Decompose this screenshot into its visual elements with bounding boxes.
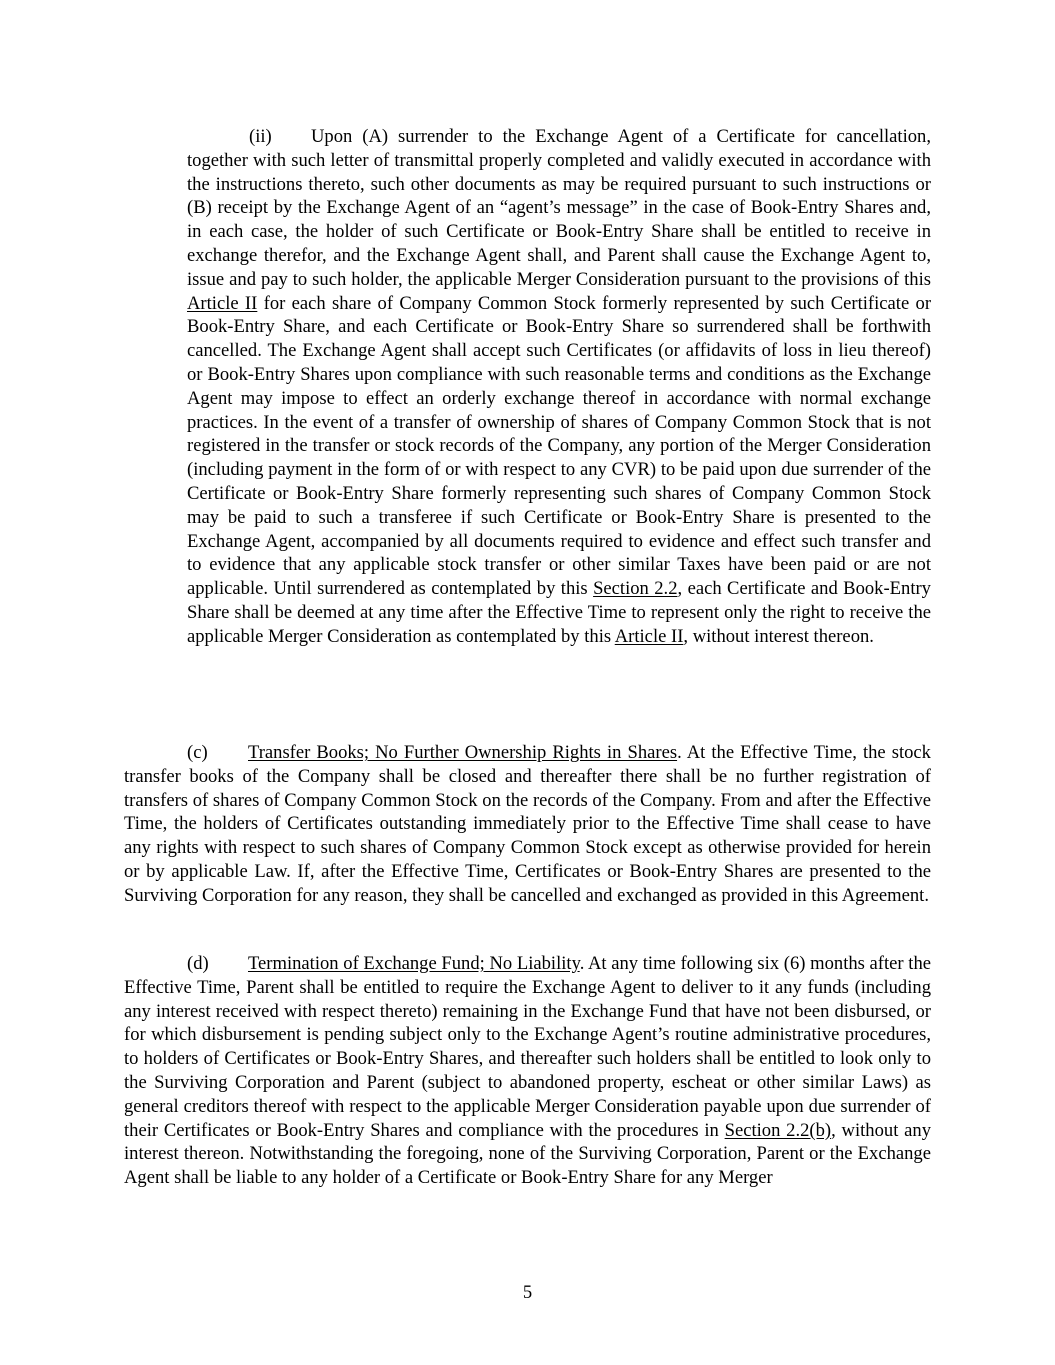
paragraph-text: , without interest thereon.: [683, 625, 874, 647]
paragraph-d: [124, 952, 931, 1190]
paragraph-text: Upon (A) surrender to the Exchange Agent of a Certificate for cancellation, together with such letter of transmittal properly completed and validly executed in accordance with the instructions thereto, such other documents as may be required pursuant to such instructions or (B) receipt by the Exchange Agent of an “agent’s message” in the case of Book-Entry Shares and, in each case, the holder of such Certificate or Book-Entry Share shall be entitled to receive in exchange therefor, and the Exchange Agent shall, and Parent shall cause the Exchange Agent to, issue and pay to such holder, the applicable Merger Consideration pursuant to the provisions of this: [187, 126, 931, 290]
paragraph-label: (ii): [249, 126, 272, 147]
section-2-2-b-reference: Section 2.2(b): [724, 1119, 832, 1141]
paragraph-c: [124, 741, 931, 908]
paragraph-text: , without any interest thereon. Notwithstanding the foregoing, none of the Surviving Corporation, Parent or the Exchange Agent shall be liable to any holder of a Certificate or Book-Entry Share for any Merger: [124, 1119, 931, 1189]
article-ii-reference: Article II: [187, 292, 258, 314]
paragraph-text: , each Certificate and Book-Entry Share shall be deemed at any time after the Effective Time to represent only the right to receive the applicable Merger Consideration as contemplated by this: [187, 578, 931, 647]
article-ii-reference: Article II: [614, 625, 684, 647]
paragraph-text: . At any time following six (6) months after the Effective Time, Parent shall be entitled to require the Exchange Agent to deliver to it any funds (including any interest received with respect thereto) remaining in the Exchange Fund that have not been disbursed, or for which disbursement is pending subject only to the Exchange Agent’s routine administrative procedures, to holders of Certificates or Book-Entry Shares, and thereafter such holders shall be entitled to look only to the Surviving Corporation and Parent (subject to abandoned property, escheat or other similar Laws) as general creditors thereof with respect to the applicable Merger Consideration payable upon due surrender of their Certificates or Book-Entry Shares and compliance with the procedures in: [124, 953, 931, 1141]
page-number: 5: [522, 1282, 533, 1303]
paragraph-text: . At the Effective Time, the stock transfer books of the Company shall be closed and thereafter there shall be no further registration of transfers of shares of Company Common Stock on the records of the Company. From and after the Effective Time, the holders of Certificates outstanding immediately prior to the Effective Time shall cease to have any rights with respect to such shares of Company Common Stock except as otherwise provided for herein or by applicable Law. If, after the Effective Time, Certificates or Book-Entry Shares are presented to the Surviving Corporation for any reason, they shall be cancelled and exchanged as provided in this Agreement.: [124, 742, 931, 906]
paragraph-label: (c): [187, 742, 208, 763]
section-2-2-reference: Section 2.2: [593, 578, 678, 600]
section-heading: Transfer Books; No Further Ownership Rights in Shares: [248, 742, 678, 763]
paragraph-text: for each share of Company Common Stock formerly represented by such Certificate or Book-Entry Share, and each Certificate or Book-Entry Share so surrendered shall be forthwith cancelled. The Exchange Agent shall accept such Certificates (or affidavits of loss in lieu thereof) or Book-Entry Shares upon compliance with such reasonable terms and conditions as the Exchange Agent may impose to effect an orderly exchange thereof in accordance with normal exchange practices. In the event of a transfer of ownership of shares of Company Common Stock that is not registered in the transfer or stock records of the Company, any portion of the Merger Consideration (including payment in the form of or with respect to any CVR) to be paid upon due surrender of the Certificate or Book-Entry Share formerly representing such shares of Company Common Stock may be paid to such a transferee if such Certificate or Book-Entry Share is presented to the Exchange Agent, accompanied by all documents required to evidence and effect such transfer and to evidence that any applicable stock transfer or other similar Taxes have been paid or are not applicable. Until surrendered as contemplated by this: [187, 292, 932, 600]
paragraph-label: (d): [187, 953, 209, 974]
paragraph-ii: [187, 125, 931, 649]
section-heading: Termination of Exchange Fund; No Liability: [248, 953, 580, 974]
